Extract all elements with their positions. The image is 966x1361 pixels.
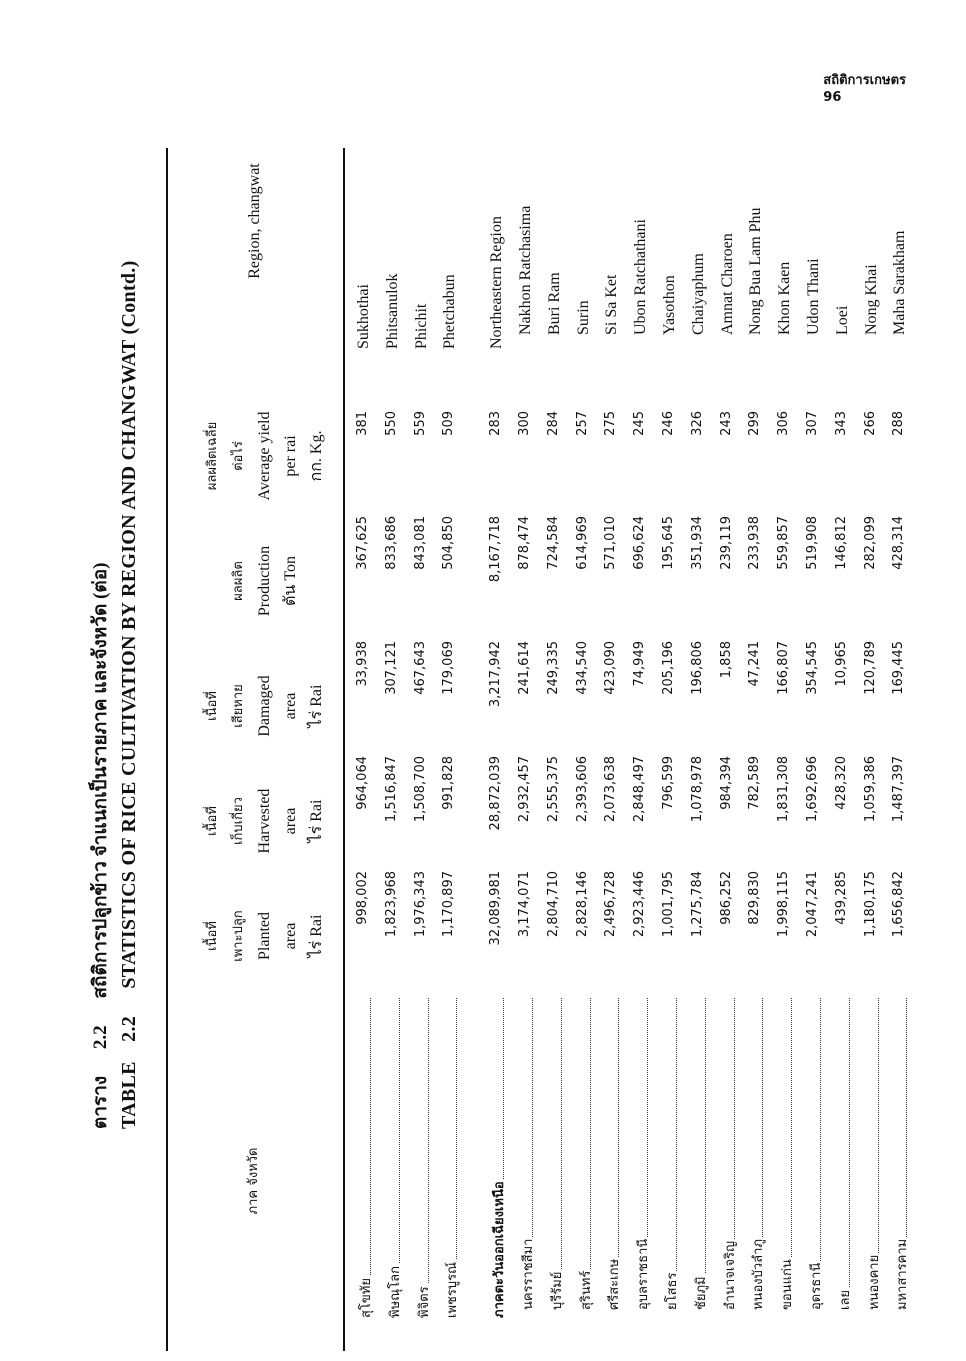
row-thai-label: หนองบัวลำภู <box>751 1239 767 1310</box>
row-thai-name <box>441 998 462 1318</box>
cell-planted: 2,804,710 <box>545 871 561 938</box>
cell-harvested: 1,078,978 <box>689 756 705 823</box>
header-yield-th2: ต่อไร่ <box>231 441 246 471</box>
cell-yield: 550 <box>383 411 399 436</box>
row-english-name: Nakhon Ratchasima <box>517 205 534 335</box>
cell-planted: 1,823,968 <box>383 871 399 938</box>
header-yield-unit: กก. Kg. <box>308 430 325 482</box>
cell-planted: 1,976,343 <box>412 871 428 938</box>
leader-dots <box>590 998 591 1310</box>
header-planted-th2: เพาะปลูก <box>231 910 246 962</box>
title-english-number: 2.2 <box>118 1015 140 1042</box>
header-harvested-en2: area <box>282 807 299 835</box>
cell-damaged: 169,445 <box>891 641 907 695</box>
cell-yield: 283 <box>488 411 504 436</box>
header-planted <box>200 876 330 996</box>
cell-production: 878,474 <box>517 516 532 570</box>
header-damaged-th1: เนื้อที่ <box>205 691 220 721</box>
row-thai-name <box>805 998 826 1310</box>
leader-dots <box>849 998 850 1310</box>
cell-planted: 1,998,115 <box>776 871 792 938</box>
row-thai-name <box>632 998 653 1310</box>
row-thai-name <box>355 998 376 1318</box>
cell-damaged: 241,614 <box>517 641 532 695</box>
cell-production: 724,584 <box>545 516 561 570</box>
row-thai-name <box>891 998 912 1310</box>
header-region-english: Region, changwat <box>246 163 263 279</box>
header-damaged-en1: Damaged <box>256 675 273 737</box>
leader-dots <box>676 998 677 1310</box>
cell-harvested: 2,393,606 <box>574 756 590 823</box>
header-planted-unit: ไร่ Rai <box>308 914 325 958</box>
row-thai-name <box>690 998 711 1310</box>
cell-harvested: 1,831,308 <box>776 756 792 823</box>
row-english-name: Khon Kaen <box>776 261 794 335</box>
header-harvested-en1: Harvested <box>256 788 273 854</box>
cell-yield: 246 <box>661 411 676 436</box>
title-thai-text: สถิติการปลูกข้าว จำแนกเป็นรายภาค และจังหวัด (ต่อ) <box>90 562 111 999</box>
row-thai-label: พิษณุโลก <box>387 1265 403 1318</box>
row-english-name: Chaiyaphum <box>689 253 707 335</box>
cell-production: 146,812 <box>833 516 849 570</box>
cell-production: 195,645 <box>661 516 676 570</box>
cell-harvested: 1,692,696 <box>805 756 820 823</box>
row-thai-label: ชัยภูมิ <box>693 1276 709 1310</box>
cell-planted: 1,170,897 <box>441 871 457 938</box>
cell-production: 519,908 <box>805 516 820 570</box>
table-row <box>517 0 545 1361</box>
cell-harvested: 2,073,638 <box>603 756 619 823</box>
page-number: 96 <box>823 90 842 105</box>
row-english-name: Nong Khai <box>862 264 880 335</box>
cell-harvested: 1,059,386 <box>862 756 878 823</box>
title-thai-label: ตาราง <box>90 1075 111 1129</box>
row-thai-name <box>413 998 434 1318</box>
table-row <box>776 0 804 1361</box>
row-thai-name <box>546 998 567 1310</box>
cell-harvested: 782,589 <box>747 756 763 810</box>
row-thai-label: สุรินทร์ <box>578 1270 594 1310</box>
row-thai-label: ขอนแก่น <box>780 1259 796 1310</box>
row-english-name: Phitsanulok <box>383 273 401 349</box>
cell-yield: 299 <box>747 411 763 436</box>
cell-damaged: 196,806 <box>689 641 705 695</box>
row-thai-name <box>603 998 624 1310</box>
cell-yield: 306 <box>776 411 792 436</box>
leader-dots <box>370 998 371 1318</box>
cell-planted: 829,830 <box>747 871 763 925</box>
cell-damaged: 434,540 <box>574 641 590 695</box>
book-title: สถิติการเกษตร <box>823 73 906 88</box>
cell-yield: 509 <box>441 411 457 436</box>
cell-damaged: 467,643 <box>412 641 428 695</box>
cell-harvested: 1,508,700 <box>412 756 428 823</box>
row-thai-label: เลย <box>837 1289 853 1310</box>
table-row <box>355 0 383 1361</box>
row-thai-label: พิจิตร <box>416 1286 432 1318</box>
table-row <box>690 0 718 1361</box>
cell-yield: 243 <box>718 411 734 436</box>
cell-production: 8,167,718 <box>488 516 504 583</box>
row-thai-name <box>863 998 884 1310</box>
header-damaged <box>200 646 330 766</box>
cell-planted: 2,828,146 <box>574 871 590 938</box>
row-thai-name <box>719 998 740 1310</box>
cell-production: 351,934 <box>689 516 705 570</box>
row-english-name: Si Sa Ket <box>603 274 621 335</box>
table-row <box>575 0 603 1361</box>
row-thai-name <box>384 998 405 1318</box>
cell-production: 843,081 <box>412 516 428 570</box>
cell-harvested: 991,828 <box>441 756 457 810</box>
header-harvested-unit: ไร่ Rai <box>308 799 325 843</box>
row-english-name: Amnat Charoen <box>718 233 736 335</box>
table-row <box>834 0 862 1361</box>
header-harvested-th2: เก็บเกี่ยว <box>231 797 246 845</box>
cell-damaged: 1,858 <box>718 641 734 679</box>
table-row <box>603 0 631 1361</box>
cell-planted: 32,089,981 <box>488 871 504 946</box>
cell-yield: 343 <box>833 411 849 436</box>
cell-planted: 1,656,842 <box>891 871 907 938</box>
cell-production: 239,119 <box>718 516 734 570</box>
cell-damaged: 307,121 <box>383 641 399 695</box>
cell-damaged: 179,069 <box>441 641 457 695</box>
cell-planted: 3,174,071 <box>517 871 532 938</box>
table-row <box>384 0 412 1361</box>
table-row <box>719 0 747 1361</box>
cell-harvested: 2,932,457 <box>517 756 532 823</box>
cell-production: 614,969 <box>574 516 590 570</box>
cell-production: 559,857 <box>776 516 792 570</box>
header-yield-en2: per rai <box>282 435 299 477</box>
cell-yield: 257 <box>574 411 590 436</box>
cell-harvested: 2,848,497 <box>632 756 648 823</box>
cell-production: 428,314 <box>891 516 907 570</box>
row-english-name: Sukhothai <box>355 284 372 349</box>
cell-damaged: 47,241 <box>747 641 763 687</box>
cell-yield: 288 <box>891 411 907 436</box>
row-english-name: Buri Ram <box>545 272 563 335</box>
cell-planted: 998,002 <box>355 871 370 925</box>
cell-production: 367,625 <box>355 516 370 570</box>
cell-planted: 439,285 <box>833 871 849 925</box>
header-harvested <box>200 761 330 881</box>
table-row <box>891 0 919 1361</box>
cell-damaged: 354,545 <box>805 641 820 695</box>
row-thai-label: อุบลราชธานี <box>636 1238 652 1310</box>
header-planted-en1: Planted <box>256 912 273 960</box>
cell-damaged: 423,090 <box>603 641 619 695</box>
title-english-label: TABLE <box>118 1061 140 1129</box>
row-thai-label: ยโสธร <box>665 1272 680 1310</box>
header-harvested-th1: เนื้อที่ <box>205 806 220 836</box>
header-rule <box>343 148 345 1351</box>
row-english-name: Phetchabun <box>441 274 459 349</box>
cell-production: 233,938 <box>747 516 763 570</box>
cell-production: 504,850 <box>441 516 457 570</box>
cell-yield: 300 <box>517 411 532 436</box>
row-thai-name <box>517 998 538 1310</box>
row-english-name: Nong Bua Lam Phu <box>747 207 765 335</box>
cell-harvested: 796,599 <box>661 756 676 810</box>
cell-harvested: 28,872,039 <box>488 756 504 831</box>
row-thai-label: บุรีรัมย์ <box>549 1271 565 1310</box>
row-thai-name <box>747 998 768 1310</box>
cell-yield: 245 <box>632 411 648 436</box>
top-rule <box>166 148 168 1351</box>
cell-production: 833,686 <box>383 516 399 570</box>
cell-damaged: 33,938 <box>355 641 370 687</box>
cell-harvested: 984,394 <box>718 756 734 810</box>
cell-damaged: 10,965 <box>833 641 849 687</box>
header-production-unit: ตัน Ton <box>282 556 299 606</box>
table-row <box>546 0 574 1361</box>
row-english-name: Udon Thani <box>805 258 822 335</box>
row-thai-label: หนองคาย <box>866 1254 882 1310</box>
row-thai-label: อำนาจเจริญ <box>722 1240 738 1310</box>
cell-planted: 2,496,728 <box>603 871 619 938</box>
cell-production: 571,010 <box>603 516 619 570</box>
cell-harvested: 1,516,847 <box>383 756 399 823</box>
header-planted-en2: area <box>282 922 299 950</box>
table-row <box>413 0 441 1361</box>
cell-yield: 275 <box>603 411 619 436</box>
table-row <box>488 0 516 1361</box>
row-english-name: Northeastern Region <box>488 216 506 349</box>
title-english <box>118 260 141 1129</box>
row-english-name: Yasothon <box>661 275 678 335</box>
cell-harvested: 2,555,375 <box>545 756 561 823</box>
leader-dots <box>561 998 562 1310</box>
cell-yield: 559 <box>412 411 428 436</box>
row-thai-label: มหาสารคาม <box>895 1238 911 1310</box>
cell-harvested: 428,320 <box>833 756 849 810</box>
header-damaged-en2: area <box>282 692 299 720</box>
cell-harvested: 1,487,397 <box>891 756 907 823</box>
table-row <box>863 0 891 1361</box>
row-thai-name <box>488 998 509 1318</box>
row-english-name: Phichit <box>412 303 430 349</box>
cell-planted: 2,047,241 <box>805 871 820 938</box>
row-thai-label: เพชรบูรณ์ <box>445 1261 461 1318</box>
header-production <box>226 521 304 641</box>
cell-yield: 307 <box>805 411 820 436</box>
row-thai-name <box>575 998 596 1310</box>
row-thai-label: ภาคตะวันออกเฉียงเหนือ <box>492 1181 508 1318</box>
header-damaged-unit: ไร่ Rai <box>308 684 325 728</box>
row-thai-label: อุดรธานี <box>809 1262 824 1310</box>
cell-yield: 326 <box>689 411 705 436</box>
header-yield-th1: ผลผลิตเฉลี่ย <box>205 421 220 491</box>
title-thai <box>85 563 115 1129</box>
cell-damaged: 249,335 <box>545 641 561 695</box>
row-thai-name <box>834 998 855 1310</box>
cell-damaged: 166,807 <box>776 641 792 695</box>
row-english-name: Maha Sarakham <box>891 230 909 335</box>
row-thai-label: ศรีสะเกษ <box>607 1258 623 1310</box>
cell-damaged: 74,949 <box>632 641 648 687</box>
leader-dots <box>705 998 706 1310</box>
cell-planted: 1,001,795 <box>661 871 676 938</box>
cell-planted: 1,180,175 <box>862 871 878 938</box>
cell-planted: 2,923,446 <box>632 871 648 938</box>
cell-damaged: 120,789 <box>862 641 878 695</box>
header-yield <box>200 391 330 521</box>
header-region-thai: ภาค จังหวัด <box>246 1147 261 1215</box>
title-english-text: STATISTICS OF RICE CULTIVATION BY REGION AND CHANGWAT (Contd.) <box>118 260 140 989</box>
cell-yield: 266 <box>862 411 878 436</box>
header-production-en: Production <box>256 545 273 617</box>
cell-yield: 381 <box>355 411 370 436</box>
header-damaged-th2: เสียหาย <box>231 684 246 728</box>
table-row <box>441 0 469 1361</box>
title-thai-number: 2.2 <box>90 1025 111 1050</box>
cell-production: 282,099 <box>862 516 878 570</box>
cell-harvested: 964,064 <box>355 756 370 810</box>
cell-damaged: 205,196 <box>661 641 676 695</box>
table-row <box>632 0 660 1361</box>
row-english-name: Surin <box>574 300 592 335</box>
cell-planted: 1,275,784 <box>689 871 705 938</box>
table-row <box>747 0 775 1361</box>
row-thai-name <box>776 998 797 1310</box>
row-english-name: Loei <box>833 305 851 335</box>
table-row <box>661 0 689 1361</box>
cell-production: 696,624 <box>632 516 648 570</box>
row-english-name: Ubon Ratchathani <box>632 219 650 335</box>
row-thai-name <box>661 998 682 1310</box>
header-planted-th1: เนื้อที่ <box>205 921 220 951</box>
table-row <box>805 0 833 1361</box>
cell-damaged: 3,217,942 <box>488 641 504 708</box>
header-yield-en1: Average yield <box>256 411 273 501</box>
cell-yield: 284 <box>545 411 561 436</box>
cell-planted: 986,252 <box>718 871 734 925</box>
header-production-th: ผลผลิต <box>231 561 246 601</box>
leader-dots <box>428 998 429 1318</box>
row-thai-label: นครราชสีมา <box>521 1238 536 1310</box>
row-thai-label: สุโขทัย <box>359 1278 374 1318</box>
